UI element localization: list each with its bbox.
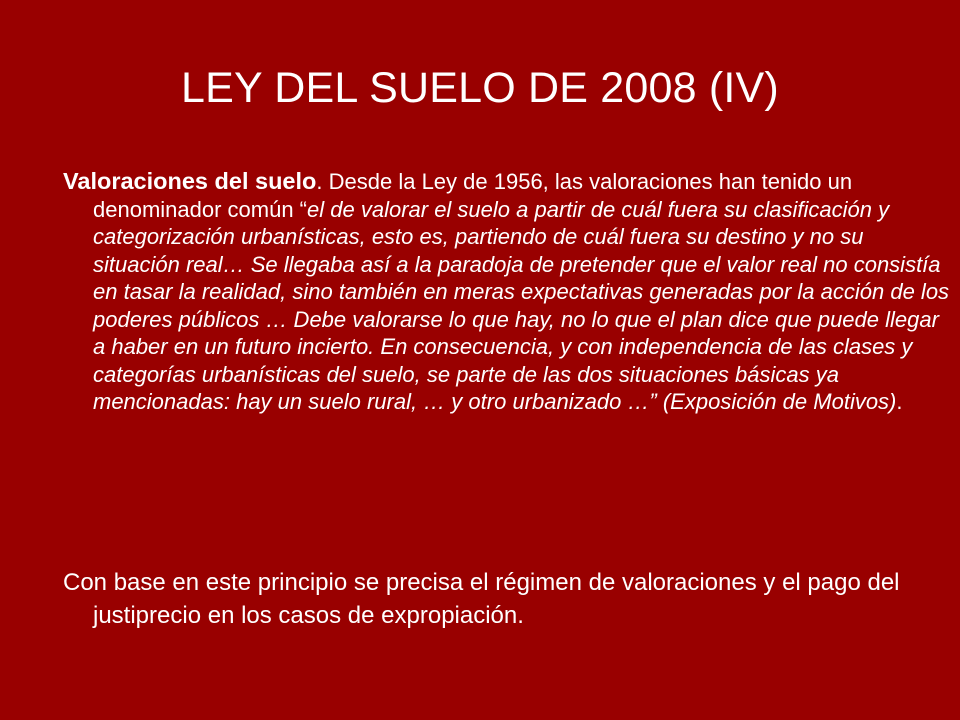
paragraph-end: . [896,389,903,414]
slide-title: LEY DEL SUELO DE 2008 (IV) [181,64,779,112]
conclusion-paragraph: Con base en este principio se precisa el régimen de valoraciones y el pago del justiprecio en los casos de expropiación. [63,569,900,629]
lead-punctuation: . [316,169,329,194]
paragraph-lead: Valoraciones del suelo [63,168,317,194]
paragraph-intro: Desde la Ley de 1956, las valoraciones han tenido un denominador común “ [93,169,853,222]
law-quote: el de valorar el suelo a partir de cuál fuera su clasificación y categorización urbanísticas, esto es, partiendo de cuál fuera su destino y no su situación real… Se llegaba así a la paradoja de pretender que el valor real no consistía en tasar la realidad, sino también en meras expectativas generadas por la acción de los poderes públicos … Debe valorarse lo que hay, no lo que el plan dice que puede llegar a haber en un futuro incierto. En consecuencia, y con independencia de las clases y categorías urbanísticas del suelo, se parte de las dos situaciones básicas ya mencionadas: hay un suelo rural, … y otro urbanizado …” (Exposición de Motivos) [93,196,950,414]
valuation-paragraph [63,168,955,416]
